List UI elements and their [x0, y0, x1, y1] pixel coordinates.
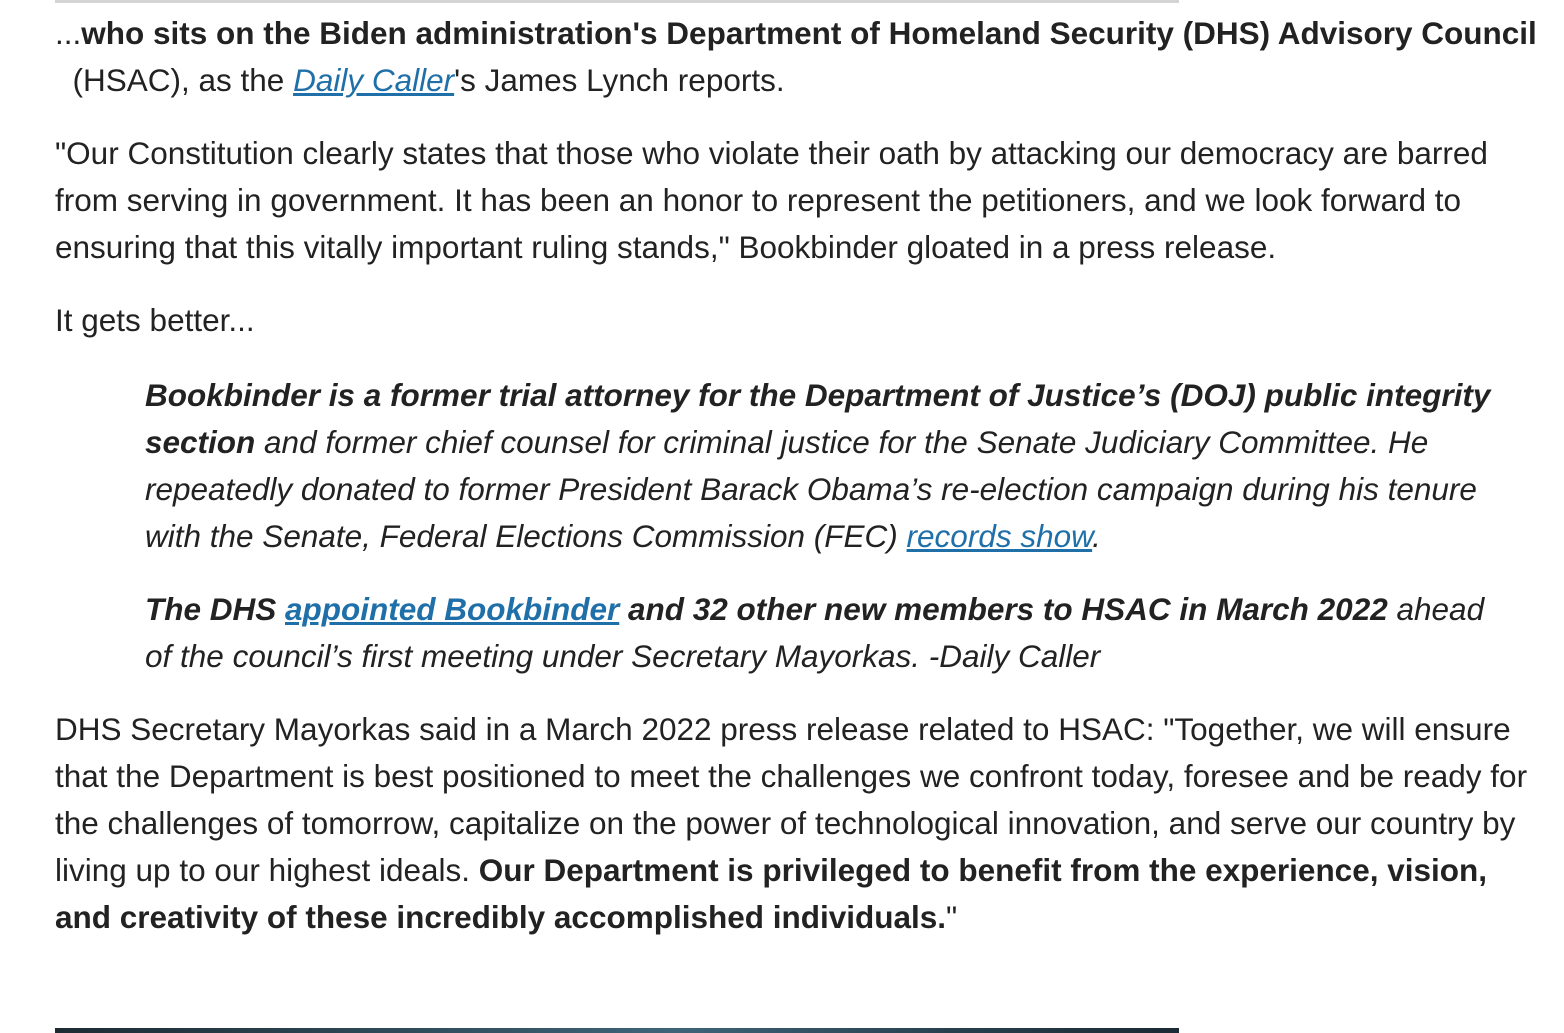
quote-paragraph-appointment	[145, 586, 1505, 680]
hsac-bold-text: who sits on the Biden administration's Department of Homeland Security (DHS) Advisory Council	[81, 15, 1537, 51]
quote-closing-text: ahead of the council’s first meeting under Secretary Mayorkas. -Daily Caller	[145, 591, 1485, 674]
paragraph-constitution-quote: "Our Constitution clearly states that those who violate their oath by attacking our democracy are barred from serving in government. It has been an honor to represent the petitioners, and we look forward to ensuring that this vitally important ruling stands," Bookbinder gloated in a press release.	[55, 135, 1488, 265]
records-show-link[interactable]: records show	[906, 518, 1093, 554]
quote-bold-lead: The DHS	[145, 591, 286, 627]
bottom-image-edge	[55, 1028, 1179, 1033]
appointed-bookbinder-link[interactable]: appointed Bookbinder	[285, 591, 620, 627]
top-divider	[55, 0, 1179, 3]
quote-paragraph-bookbinder	[145, 372, 1505, 560]
article-body	[55, 10, 1545, 967]
quote-text: and former chief counsel for criminal justice for the Senate Judiciary Committee. He repeatedly donated to former President Barack Obama’s re-election campaign during his tenure with the Senate, Federal Elections Commission (FEC)	[145, 424, 1477, 554]
mayorkas-text: DHS Secretary Mayorkas said in a March 2022 press release related to HSAC: "Together, we will ensure that the Department is best positioned to meet the challenges we confront today, foresee and be ready for the challenges of tomorrow, capitalize on the power of technological innovation, and serve our country by living up to our highest ideals.	[55, 711, 1528, 888]
daily-caller-link[interactable]: Daily Caller	[293, 62, 455, 98]
blockquote-daily-caller	[145, 372, 1505, 680]
quote-bold-text: Bookbinder is a former trial attorney for the Department of Justice’s (DOJ) public integrity section	[145, 377, 1491, 460]
paragraph-gets-better: It gets better...	[55, 302, 255, 338]
hsac-text: (HSAC), as the	[55, 62, 294, 98]
paragraph-hsac	[55, 10, 1545, 104]
reporter-text: 's James Lynch reports.	[454, 62, 785, 98]
quote-bold-tail: and 32 other new members to HSAC in March 2022	[619, 591, 1388, 627]
quote-period: .	[1092, 518, 1101, 554]
mayorkas-bold-text: Our Department is privileged to benefit from the experience, vision, and creativity of these incredibly accomplished individuals.	[55, 852, 1487, 935]
paragraph-mayorkas	[55, 706, 1545, 941]
closing-quote-mark: "	[946, 899, 958, 935]
ellipsis-lead: ...	[55, 15, 82, 51]
